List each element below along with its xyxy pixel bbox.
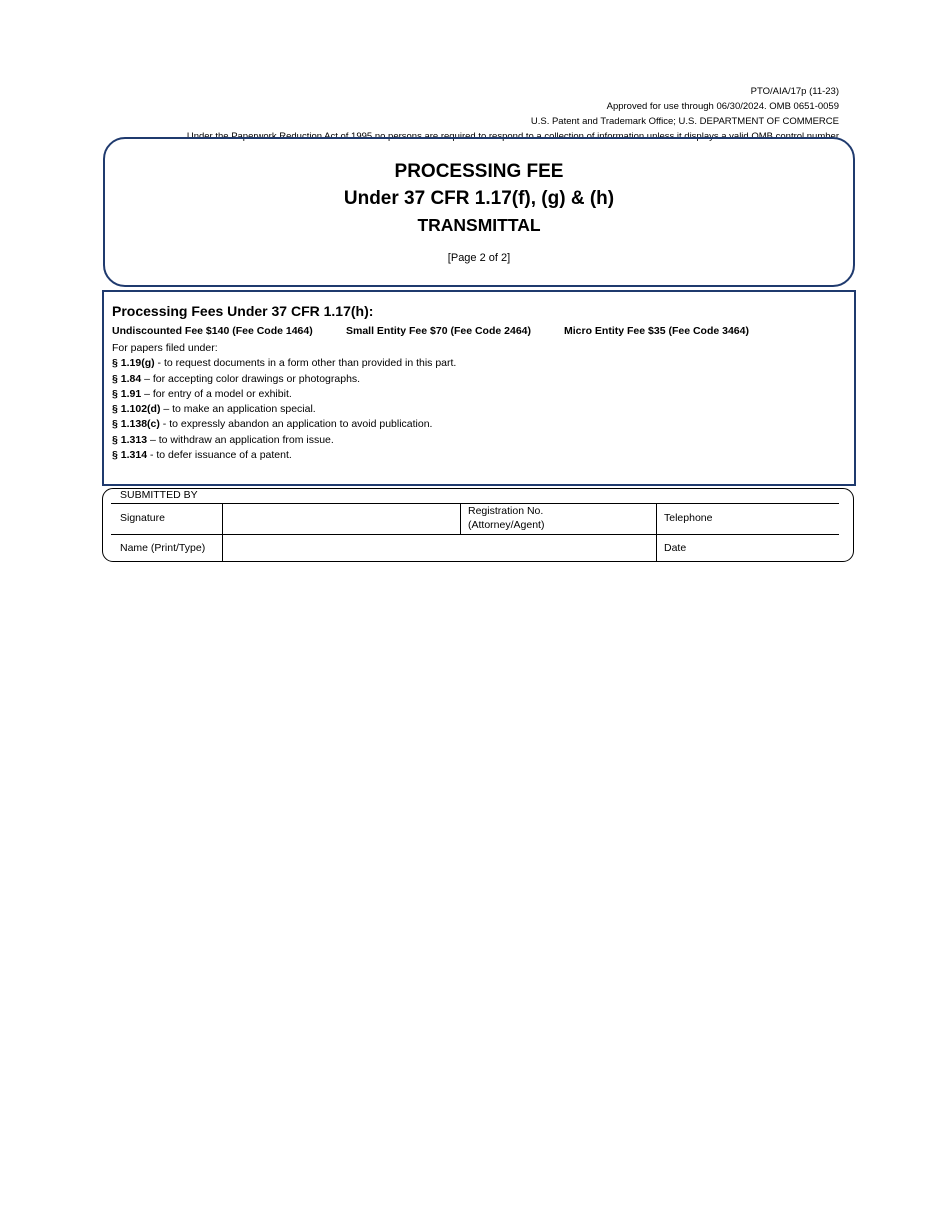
- list-item: [112, 433, 456, 448]
- date-label: Date: [664, 542, 687, 554]
- section-desc: - to expressly abandon an application to avoid publication.: [159, 418, 433, 431]
- registration-label-line1: Registration No.: [468, 505, 544, 517]
- section-desc: – to withdraw an application from issue.: [147, 433, 334, 446]
- processing-fees-section: [102, 290, 856, 486]
- registration-label: [468, 504, 544, 532]
- form-number: PTO/AIA/17p (11-23): [750, 86, 839, 97]
- undiscounted-fee: Undiscounted Fee $140 (Fee Code 1464): [112, 325, 313, 337]
- signature-label: Signature: [120, 512, 165, 524]
- telephone-label: Telephone: [664, 512, 713, 524]
- agency-text: U.S. Patent and Trademark Office; U.S. DEPARTMENT OF COMMERCE: [530, 116, 839, 127]
- micro-entity-fee: Micro Entity Fee $35 (Fee Code 3464): [564, 325, 749, 337]
- page-indicator: [Page 2 of 2]: [447, 252, 511, 264]
- divider: [460, 503, 461, 534]
- name-field[interactable]: [224, 535, 654, 560]
- fees-intro: For papers filed under:: [112, 342, 218, 354]
- section-ref: § 1.314: [112, 449, 148, 462]
- section-desc: - to request documents in a form other than provided in this part.: [154, 357, 457, 370]
- form-title-transmittal: TRANSMITTAL: [417, 215, 541, 235]
- section-ref: § 1.102(d): [112, 403, 161, 416]
- section-ref: § 1.138(c): [112, 418, 160, 431]
- section-desc: – for accepting color drawings or photographs.: [141, 372, 361, 385]
- section-desc: - to defer issuance of a patent.: [147, 449, 292, 462]
- form-title: PROCESSING FEE: [394, 161, 564, 182]
- form-header-meta: [187, 84, 839, 144]
- submitted-by-section: [102, 488, 854, 562]
- section-ref: § 1.19(g): [112, 357, 155, 370]
- list-item: [112, 372, 456, 387]
- name-label: Name (Print/Type): [120, 542, 206, 554]
- list-item: [112, 417, 456, 432]
- approval-text: Approved for use through 06/30/2024. OMB 0651-0059: [606, 101, 839, 112]
- list-item: [112, 402, 456, 417]
- section-ref: § 1.84: [112, 372, 142, 385]
- list-item: [112, 448, 456, 463]
- small-entity-fee: Small Entity Fee $70 (Fee Code 2464): [346, 325, 531, 337]
- fees-heading: Processing Fees Under 37 CFR 1.17(h):: [112, 303, 374, 319]
- registration-label-line2: (Attorney/Agent): [468, 519, 545, 531]
- section-desc: – to make an application special.: [160, 403, 316, 416]
- paperwork-notice: Under the Paperwork Reduction Act of 1995 no persons are required to respond to a collection of information unless it displays a valid OMB control number: [186, 131, 839, 142]
- divider: [656, 503, 657, 561]
- fee-sections-list: [112, 341, 456, 463]
- divider: [222, 503, 223, 561]
- list-item: [112, 387, 456, 402]
- submitted-by-label: SUBMITTED BY: [120, 489, 198, 501]
- list-item: [112, 356, 456, 371]
- section-ref: § 1.91: [112, 387, 142, 400]
- signature-field[interactable]: [224, 504, 458, 533]
- title-box: [103, 137, 855, 287]
- form-subtitle: Under 37 CFR 1.17(f), (g) & (h): [343, 188, 615, 209]
- section-desc: – for entry of a model or exhibit.: [141, 387, 292, 400]
- section-ref: § 1.313: [112, 433, 148, 446]
